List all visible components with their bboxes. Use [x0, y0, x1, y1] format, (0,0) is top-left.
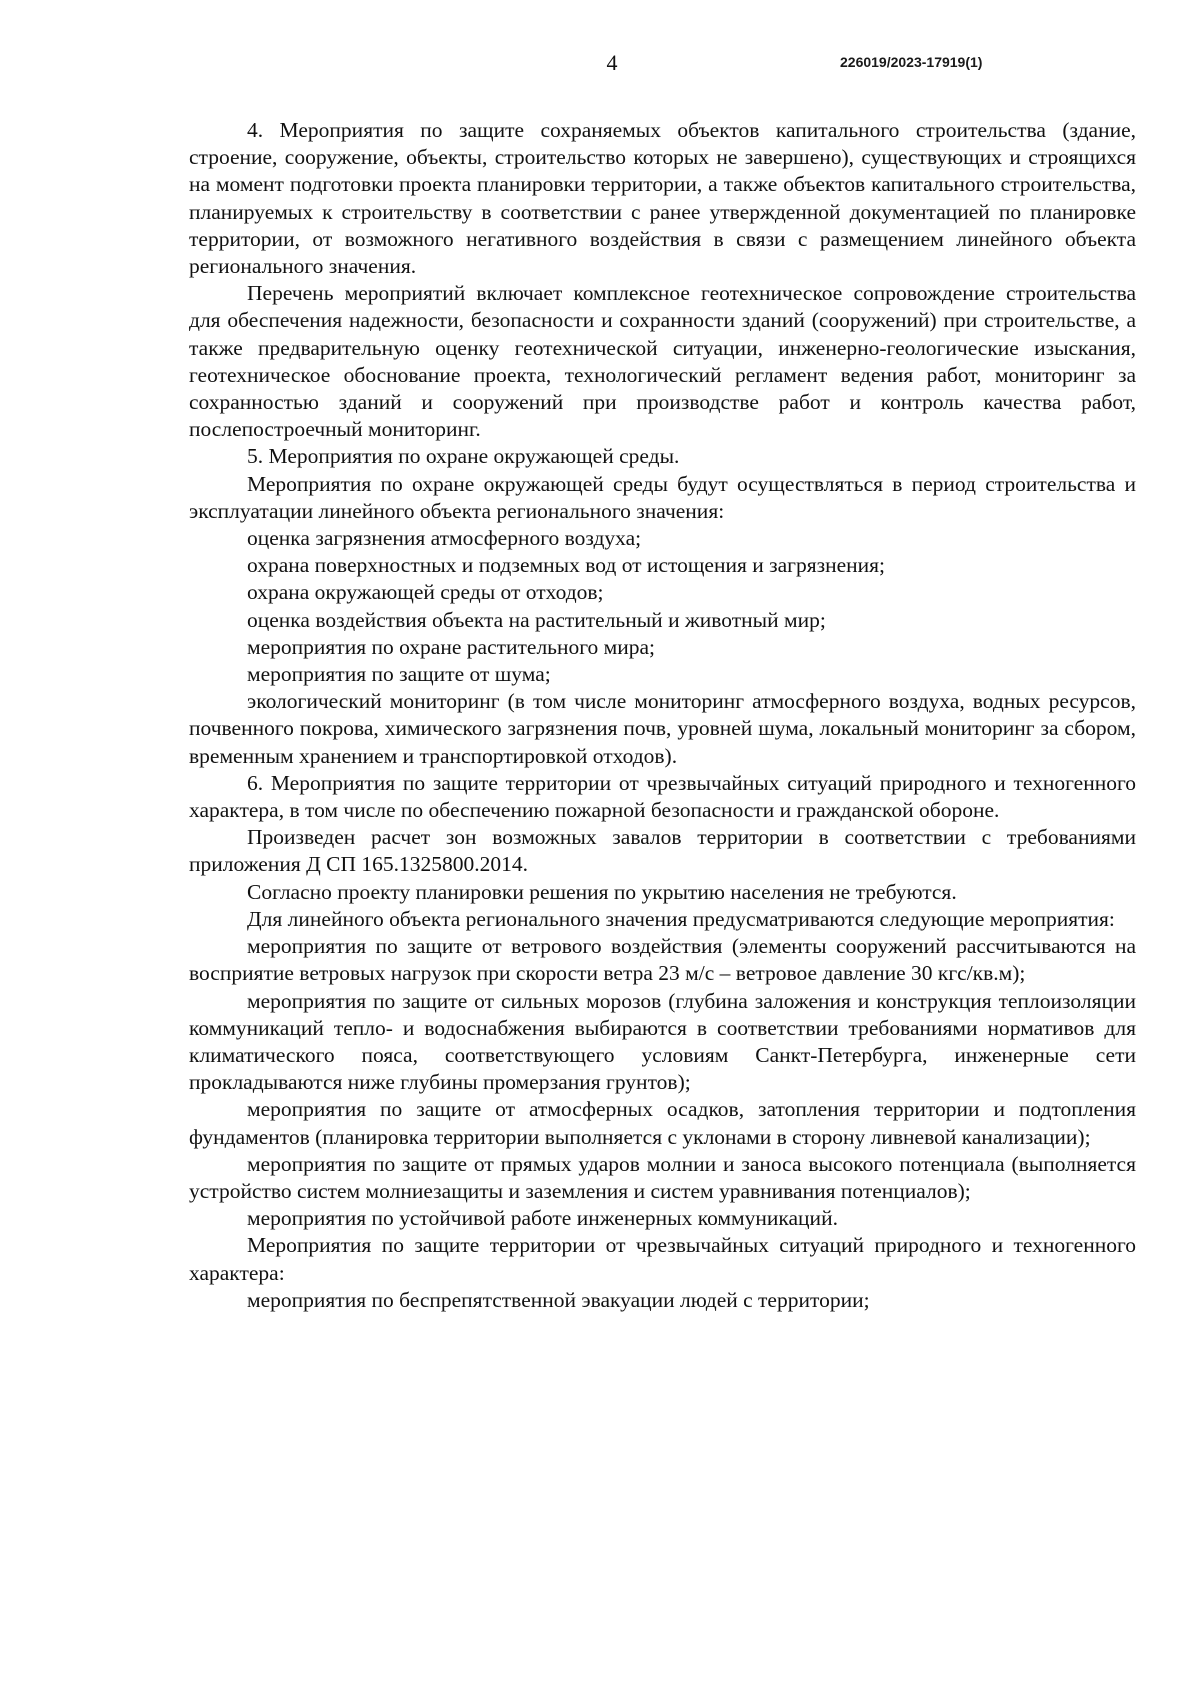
paragraph-eco-monitoring: экологический мониторинг (в том числе мониторинг атмосферного воздуха, водных ресурсов, почвенного покрова, химического загрязнения почв, уровней шума, локальный мониторинг за сбором, временным хранением и транспортировкой отходов).: [189, 689, 1136, 768]
paragraph-collapse-zones: Произведен расчет зон возможных завалов территории в соответствии с требованиями приложения Д СП 165.1325800.2014.: [189, 825, 1136, 877]
paragraph-precipitation: мероприятия по защите от атмосферных осадков, затопления территории и подтопления фундаментов (планировка территории выполняется с уклонами в сторону ливневой канализации);: [189, 1097, 1136, 1149]
list-item: мероприятия по беспрепятственной эвакуации людей с территории;: [247, 1287, 870, 1312]
list-item: мероприятия по охране растительного мира;: [247, 634, 656, 659]
document-body: [189, 117, 1136, 1314]
list-item: мероприятия по устойчивой работе инженерных коммуникаций.: [247, 1206, 838, 1231]
paragraph-environment-intro: Мероприятия по охране окружающей среды будут осуществляться в период строительства и эксплуатации линейного объекта регионального значения:: [189, 471, 1136, 523]
paragraph-4-protection: 4. Мероприятия по защите сохраняемых объектов капитального строительства (здание, строение, сооружение, объекты, строительство которых не завершено), существующих и строящихся на момент подготовки проекта планировки территории, а также объектов капитального строительства, планируемых к строительству в соответствии с ранее утвержденной документацией по планировке территории, от возможного негативного воздействия в связи с размещением линейного объекта регионального значения.: [189, 118, 1136, 279]
section-5-heading: 5. Мероприятия по охране окружающей среды.: [247, 444, 680, 469]
page-number: 4: [606, 50, 618, 75]
paragraph-shelter: Согласно проекту планировки решения по укрытию населения не требуются.: [247, 879, 957, 904]
paragraph-frost: мероприятия по защите от сильных морозов (глубина заложения и конструкция теплоизоляции коммуникаций тепло- и водоснабжения выбираются в соответствии требованиями нормативов для климатического пояса, соответствующего условиям Санкт-Петербурга, инженерные сети прокладываются ниже глубины промерзания грунтов);: [189, 988, 1136, 1095]
paragraph-geotechnical-list: Перечень мероприятий включает комплексное геотехническое сопровождение строительства для обеспечения надежности, безопасности и сохранности зданий (сооружений) при строительстве, а также предварительную оценку геотехнической ситуации, инженерно-геологические изыскания, геотехническое обоснование проекта, технологический регламент ведения работ, мониторинг за сохранностью зданий и сооружений при производстве работ и контроль качества работ, послепостроечный мониторинг.: [189, 281, 1136, 442]
list-item: оценка воздействия объекта на растительный и животный мир;: [247, 607, 826, 632]
list-item: оценка загрязнения атмосферного воздуха;: [247, 526, 642, 551]
paragraph-measures-intro: Для линейного объекта регионального значения предусматриваются следующие мероприятия:: [247, 906, 1115, 931]
list-item: мероприятия по защите от шума;: [247, 662, 551, 687]
list-item: охрана поверхностных и подземных вод от истощения и загрязнения;: [247, 553, 886, 578]
paragraph-wind: мероприятия по защите от ветрового воздействия (элементы сооружений рассчитываются на восприятие ветровых нагрузок при скорости ветра 23 м/с – ветровое давление 30 кгс/кв.м);: [189, 934, 1136, 986]
paragraph-lightning: мероприятия по защите от прямых ударов молнии и заноса высокого потенциала (выполняется устройство систем молниезащиты и заземления и систем уравнивания потенциалов);: [189, 1151, 1136, 1203]
section-6-heading: 6. Мероприятия по защите территории от чрезвычайных ситуаций природного и техногенного характера, в том числе по обеспечению пожарной безопасности и гражданской обороне.: [189, 770, 1136, 823]
paragraph-emergency-intro: Мероприятия по защите территории от чрезвычайных ситуаций природного и техногенного характера:: [189, 1233, 1136, 1285]
document-id: 226019/2023-17919(1): [840, 54, 983, 70]
list-item: охрана окружающей среды от отходов;: [247, 580, 604, 605]
